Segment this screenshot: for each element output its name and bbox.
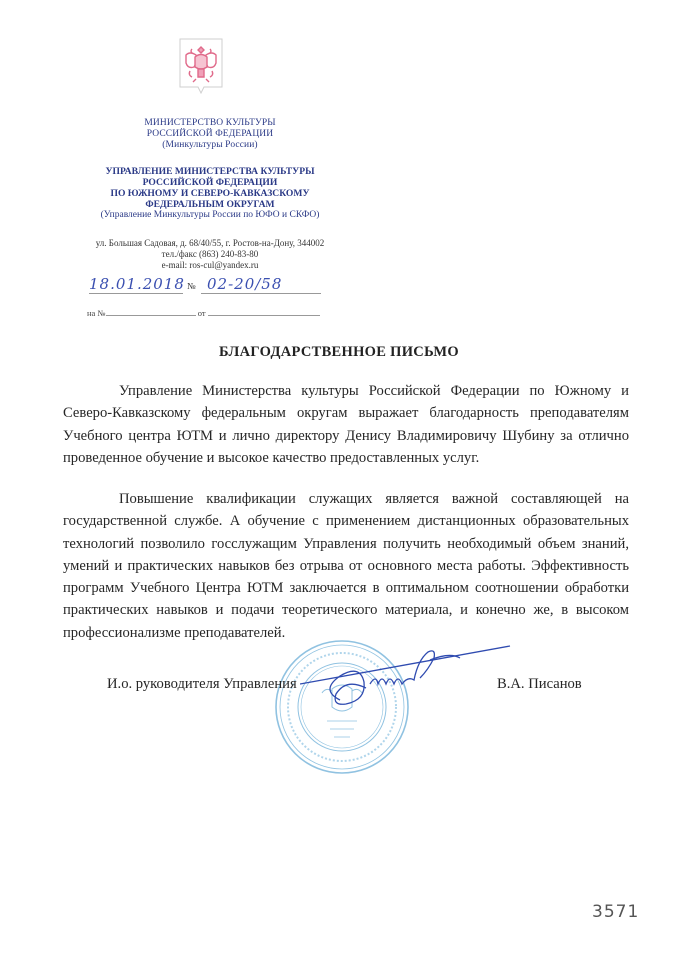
signer-name: В.А. Писанов — [497, 676, 582, 692]
ministry-header — [60, 118, 360, 151]
from-blank — [208, 307, 320, 316]
paragraph: Управление Министерства культуры Российской Федерации по Южному и Северо-Кавказскому федеральным округам выражает благодарность преподавателям Учебного центра ЮТМ и лично директору Денису Владимировичу Шубину за отлично проведенное обучение и высокое качество предоставленных услуг. — [63, 383, 629, 466]
department-line: ФЕДЕРАЛЬНЫМ ОКРУГАМ — [145, 199, 275, 210]
page-number: 3571 — [592, 902, 640, 922]
signer-role: И.о. руководителя Управления — [107, 676, 297, 692]
from-label: от — [197, 308, 206, 318]
number-label: № — [187, 281, 196, 291]
ministry-line: РОССИЙСКОЙ ФЕДЕРАЦИИ — [146, 129, 274, 139]
ministry-line: МИНИСТЕРСТВО КУЛЬТУРЫ — [144, 118, 276, 128]
letter-title: БЛАГОДАРСТВЕННОЕ ПИСЬМО — [219, 344, 459, 360]
email: e-mail: ros-cul@yandex.ru — [161, 260, 259, 270]
letter-body-paragraph-1 — [63, 380, 629, 469]
department-line: ПО ЮЖНОМУ И СЕВЕРО-КАВКАЗСКОМУ — [110, 188, 310, 199]
department-header — [60, 166, 360, 210]
handwritten-signature-icon — [300, 640, 530, 720]
registration-line — [87, 270, 327, 300]
reference-line — [87, 307, 327, 318]
russian-coat-of-arms-icon — [178, 37, 224, 95]
department-line: УПРАВЛЕНИЕ МИНИСТЕРСТВА КУЛЬТУРЫ — [105, 166, 315, 177]
paragraph: Повышение квалификации служащих является важной составляющей на государственной службе. А обучение с применением дистанционных образовательных технологий позволило госслужащим Управления получить необходимый объем знаний, умений и практических навыков без отрыва от основного места работы. Эффективность программ Учебного Центра ЮТМ заключается в оптимальном соотношении обработки практических навыков и подачи теоретического материала, и конечно же, в высоком профессионализме преподавателей. — [63, 491, 629, 641]
contact-block — [60, 238, 360, 271]
reply-to-label: на № — [87, 308, 106, 318]
registration-date: 18.01.2018 — [89, 275, 185, 293]
registration-number: 02-20/58 — [201, 275, 321, 294]
department-line: РОССИЙСКОЙ ФЕДЕРАЦИИ — [142, 177, 278, 188]
ministry-line: (Минкультуры России) — [162, 140, 258, 150]
letter-body-paragraph-2 — [63, 488, 629, 644]
phone: тел./факс (863) 240-83-80 — [161, 249, 259, 259]
address: ул. Большая Садовая, д. 68/40/55, г. Ростов-на-Дону, 344002 — [95, 238, 325, 248]
department-short-name: (Управление Минкультуры России по ЮФО и СКФО) — [100, 210, 320, 220]
reply-to-blank — [106, 307, 196, 316]
